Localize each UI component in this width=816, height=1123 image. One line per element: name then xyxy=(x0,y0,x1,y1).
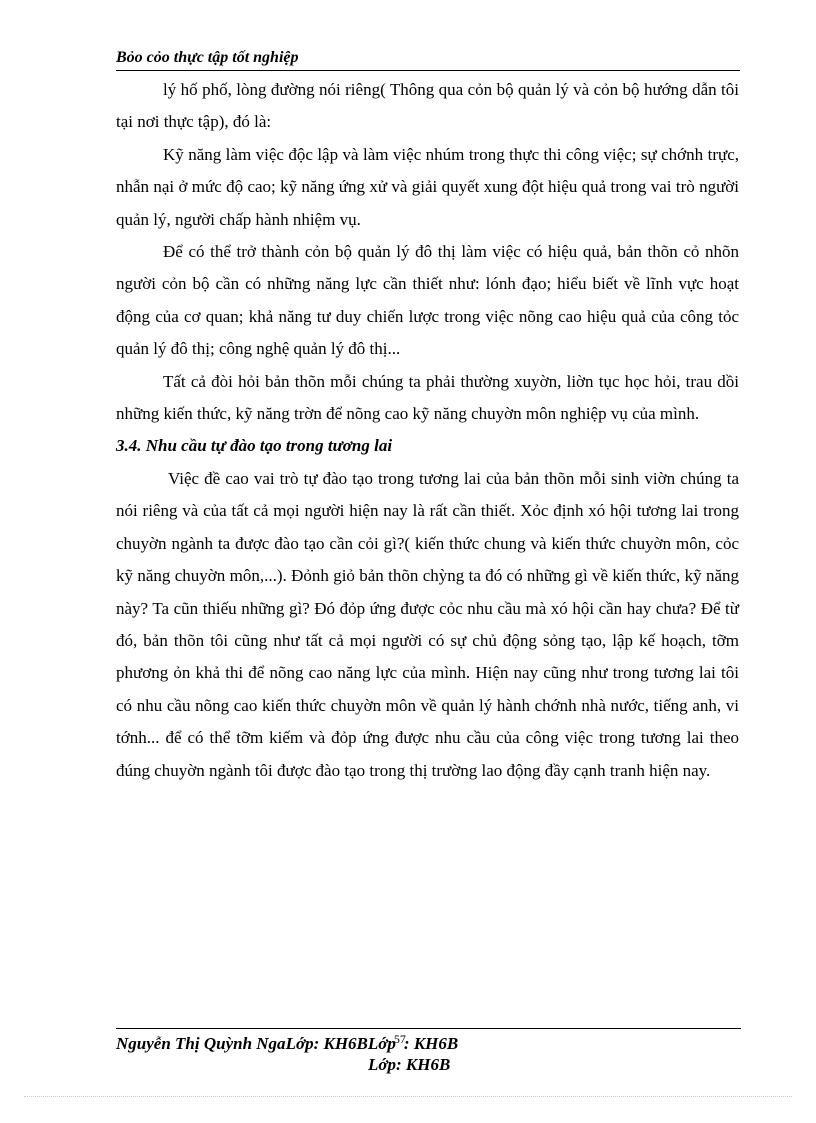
footer-author-line xyxy=(116,1034,458,1054)
report-header-title: Bỏo cỏo thực tập tốt nghiệp xyxy=(116,49,299,66)
paragraph-self-training: Việc đề cao vai trò tự đào tạo trong tương lai của bản thõn mỗi sinh viờn chúng ta nói riêng và của tất cả mọi người hiện nay là rất cần thiết. Xỏc định xó hội tương lai trong chuyờn ngành ta được đào tạo cần cỏi gì?( kiến thức chung và kiến thức chuyờn môn, cỏc kỹ năng chuyờn môn,...). Đỏnh giỏ bản thõn chỳng ta đó có những gì về kiến thức, kỹ năng này? Ta cũn thiếu những gì? Đó đỏp ứng được cỏc nhu cầu mà xó hội cần hay chưa? Để từ đó, bản thõn tôi cũng như tất cả mọi người có sự chủ động sỏng tạo, lập kế hoạch, tỡm phương ỏn khả thi để nõng cao năng lực của mình. Hiện nay cũng như trong tương lai tôi có nhu cầu nõng cao kiến thức chuyờn môn về quản lý hành chớnh nhà nước, tiếng anh, vi tớnh... để có thể tỡm kiếm và đỏp ứng được nhu cầu của công việc trong tương lai theo đúng chuyờn ngành tôi được đào tạo trong thị trường lao động đầy cạnh tranh hiện nay. xyxy=(116,468,739,780)
page-number: 57 xyxy=(393,1032,406,1046)
header-divider xyxy=(116,70,740,71)
paragraph-intro: lý hố phố, lòng đường nói riêng( Thông qua cỏn bộ quản lý và cỏn bộ hướng dẫn tôi tại nơi thực tập), đó là: xyxy=(116,80,739,132)
footer-class-line: Lớp: KH6B xyxy=(368,1055,451,1074)
section-heading: 3.4. Nhu cầu tự đào tạo trong tương lai xyxy=(116,436,393,456)
paragraph-learning: Tất cả đòi hỏi bản thõn mỗi chúng ta phải thường xuyờn, liờn tục học hỏi, trau dồi những kiến thức, kỹ năng trờn để nõng cao kỹ năng chuyờn môn nghiệp vụ của mình. xyxy=(116,371,739,424)
footer-class-b-tail: : KH6B xyxy=(403,1034,459,1053)
footer-class-b: Lớp xyxy=(367,1034,396,1053)
paragraph-skills: Kỹ năng làm việc độc lập và làm việc nhúm trong thực thi công việc; sự chớnh trực, nhẫn nại ở mức độ cao; kỹ năng ứng xử và giải quyết xung đột hiệu quả trong vai trò người quản lý, người chấp hành nhiệm vụ. xyxy=(116,144,739,229)
footer-author: Nguyễn Thị Quỳnh Nga xyxy=(116,1034,286,1053)
footer-divider xyxy=(116,1028,741,1029)
document-body xyxy=(116,74,739,787)
footer-class-a: Lớp: KH6B xyxy=(285,1034,368,1053)
page-bottom-border xyxy=(24,1096,792,1097)
paragraph-competencies: Để có thể trở thành cỏn bộ quản lý đô thị làm việc có hiệu quả, bản thõn cỏ nhõn người cỏn bộ cần có những năng lực cần thiết như: lónh đạo; hiểu biết về lĩnh vực hoạt động của cơ quan; khả năng tư duy chiến lược trong việc nõng cao hiệu quả của công tỏc quản lý đô thị; công nghệ quản lý đô thị... xyxy=(116,242,739,359)
